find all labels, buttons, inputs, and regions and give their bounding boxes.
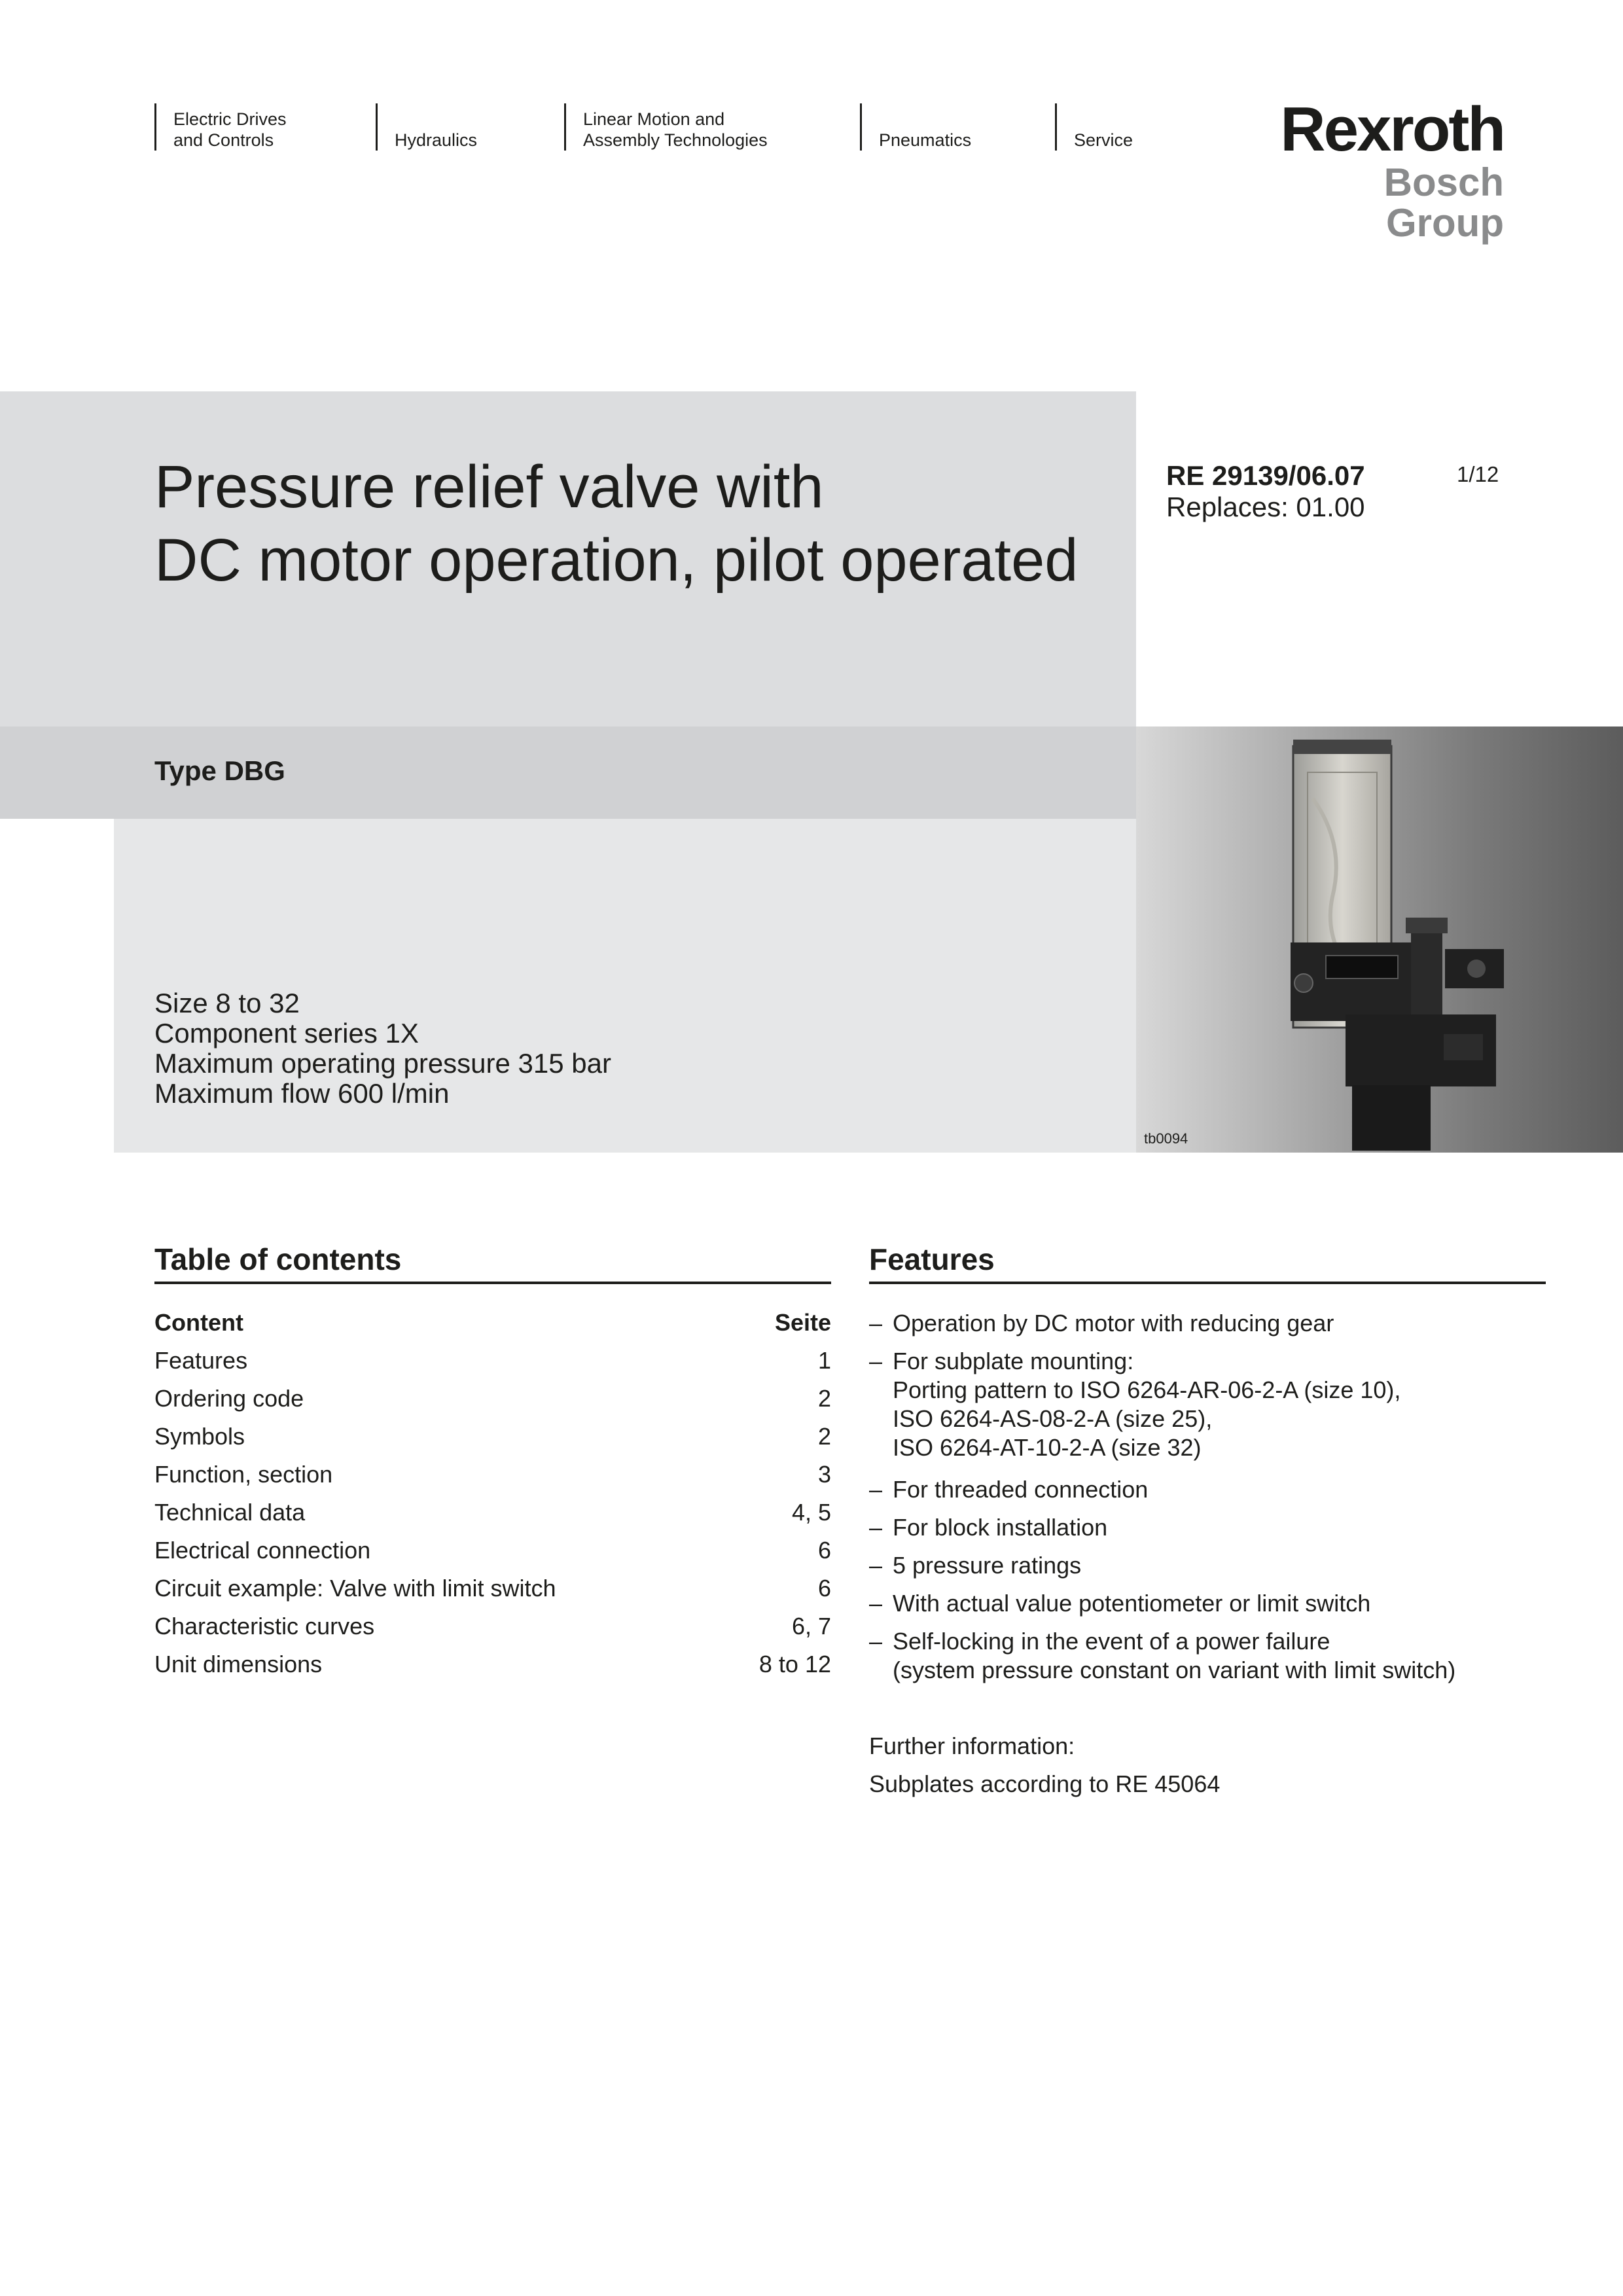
dash-bullet: – <box>869 1476 883 1503</box>
dash-bullet: – <box>869 1552 883 1579</box>
toc-row <box>154 1385 831 1423</box>
division-linear-motion <box>564 103 768 151</box>
valve-illustration <box>1136 726 1623 1153</box>
dash-bullet: – <box>869 1514 883 1541</box>
division-service <box>1055 103 1133 151</box>
logo-sub-text: Bosch Group <box>1383 160 1504 245</box>
feature-line: ISO 6264-AT-10-2-A (size 32) <box>893 1434 1202 1461</box>
feature-line: With actual value potentiometer or limit switch <box>893 1590 1371 1617</box>
spec-item: Component series 1X <box>154 1018 419 1049</box>
toc-label: Characteristic curves <box>154 1613 375 1640</box>
photo-caption: tb0094 <box>1144 1130 1188 1147</box>
division-line: Service <box>1074 130 1133 150</box>
feature-line: For threaded connection <box>893 1476 1149 1503</box>
toc-page: 1 <box>817 1347 831 1374</box>
division-line: Linear Motion and <box>583 109 725 129</box>
toc-header <box>154 1309 831 1347</box>
feature-line: For block installation <box>893 1514 1108 1541</box>
spec-item: Maximum flow 600 l/min <box>154 1078 450 1109</box>
feature-line: Operation by DC motor with reducing gear <box>893 1310 1334 1336</box>
toc-row <box>154 1423 831 1461</box>
division-line: and Controls <box>173 130 274 150</box>
toc-label: Function, section <box>154 1461 333 1488</box>
toc-page: 6 <box>817 1537 831 1564</box>
toc-row <box>154 1575 831 1613</box>
toc-title: Table of contents <box>154 1242 402 1276</box>
document-title <box>154 450 1078 597</box>
division-pneumatics <box>860 103 971 151</box>
toc-row <box>154 1347 831 1385</box>
title-line: DC motor operation, pilot operated <box>154 527 1079 594</box>
toc-row <box>154 1461 831 1499</box>
replaces-note: Replaces: 01.00 <box>1166 492 1365 522</box>
feature-line: Porting pattern to ISO 6264-AR-06-2-A (size 10), <box>893 1376 1401 1403</box>
feature-item <box>869 1475 1550 1504</box>
toc-page: 4, 5 <box>791 1499 831 1526</box>
dash-bullet: – <box>869 1310 883 1336</box>
feature-line: (system pressure constant on variant with limit switch) <box>893 1657 1456 1683</box>
toc-header-content: Content <box>154 1309 243 1336</box>
toc-label: Unit dimensions <box>154 1651 323 1677</box>
logo-main-text: Rexroth <box>1280 94 1504 164</box>
spec-item: Maximum operating pressure 315 bar <box>154 1048 612 1079</box>
further-info-text: Subplates according to RE 45064 <box>869 1770 1221 1797</box>
toc-rule <box>154 1282 831 1284</box>
toc-page: 8 to 12 <box>758 1651 831 1677</box>
features-rule <box>869 1282 1546 1284</box>
feature-item <box>869 1513 1550 1542</box>
feature-line: Self-locking in the event of a power failure <box>893 1628 1330 1655</box>
rexroth-logo <box>1268 94 1504 245</box>
toc-label: Electrical connection <box>154 1537 371 1564</box>
spec-item: Size 8 to 32 <box>154 988 300 1018</box>
toc-row <box>154 1499 831 1537</box>
toc-row <box>154 1613 831 1651</box>
division-line: Electric Drives <box>173 109 287 129</box>
re-number: RE 29139/06.07 <box>1166 460 1365 491</box>
feature-item <box>869 1551 1550 1580</box>
feature-line: ISO 6264-AS-08-2-A (size 25), <box>893 1405 1213 1432</box>
feature-item <box>869 1309 1550 1338</box>
division-hydraulics <box>376 103 477 151</box>
dash-bullet: – <box>869 1628 883 1655</box>
feature-item <box>869 1347 1550 1462</box>
title-line: Pressure relief valve with <box>154 454 824 520</box>
toc-row <box>154 1651 831 1689</box>
toc-page: 6 <box>817 1575 831 1602</box>
toc-label: Technical data <box>154 1499 306 1526</box>
toc-label: Ordering code <box>154 1385 304 1412</box>
toc-label: Features <box>154 1347 248 1374</box>
features-title: Features <box>869 1242 995 1276</box>
spec-list <box>154 988 611 1109</box>
division-electric-drives <box>154 103 287 151</box>
dash-bullet: – <box>869 1590 883 1617</box>
feature-item <box>869 1627 1550 1685</box>
feature-line: 5 pressure ratings <box>893 1552 1082 1579</box>
feature-item <box>869 1589 1550 1618</box>
toc-header-page: Seite <box>774 1309 831 1336</box>
toc-row <box>154 1537 831 1575</box>
division-line: Hydraulics <box>395 130 478 150</box>
product-photo <box>1136 726 1623 1153</box>
page-number: 1/12 <box>1457 462 1499 486</box>
division-line: Pneumatics <box>879 130 972 150</box>
division-line: Assembly Technologies <box>583 130 768 150</box>
toc-label: Circuit example: Valve with limit switch <box>154 1575 556 1602</box>
dash-bullet: – <box>869 1348 883 1374</box>
toc-page: 3 <box>817 1461 831 1488</box>
toc-page: 2 <box>817 1385 831 1412</box>
toc-page: 6, 7 <box>791 1613 831 1640</box>
type-label: Type DBG <box>154 755 285 786</box>
toc-label: Symbols <box>154 1423 245 1450</box>
toc-page: 2 <box>817 1423 831 1450</box>
feature-line: For subplate mounting: <box>893 1348 1134 1374</box>
further-info-label: Further information: <box>869 1732 1075 1759</box>
